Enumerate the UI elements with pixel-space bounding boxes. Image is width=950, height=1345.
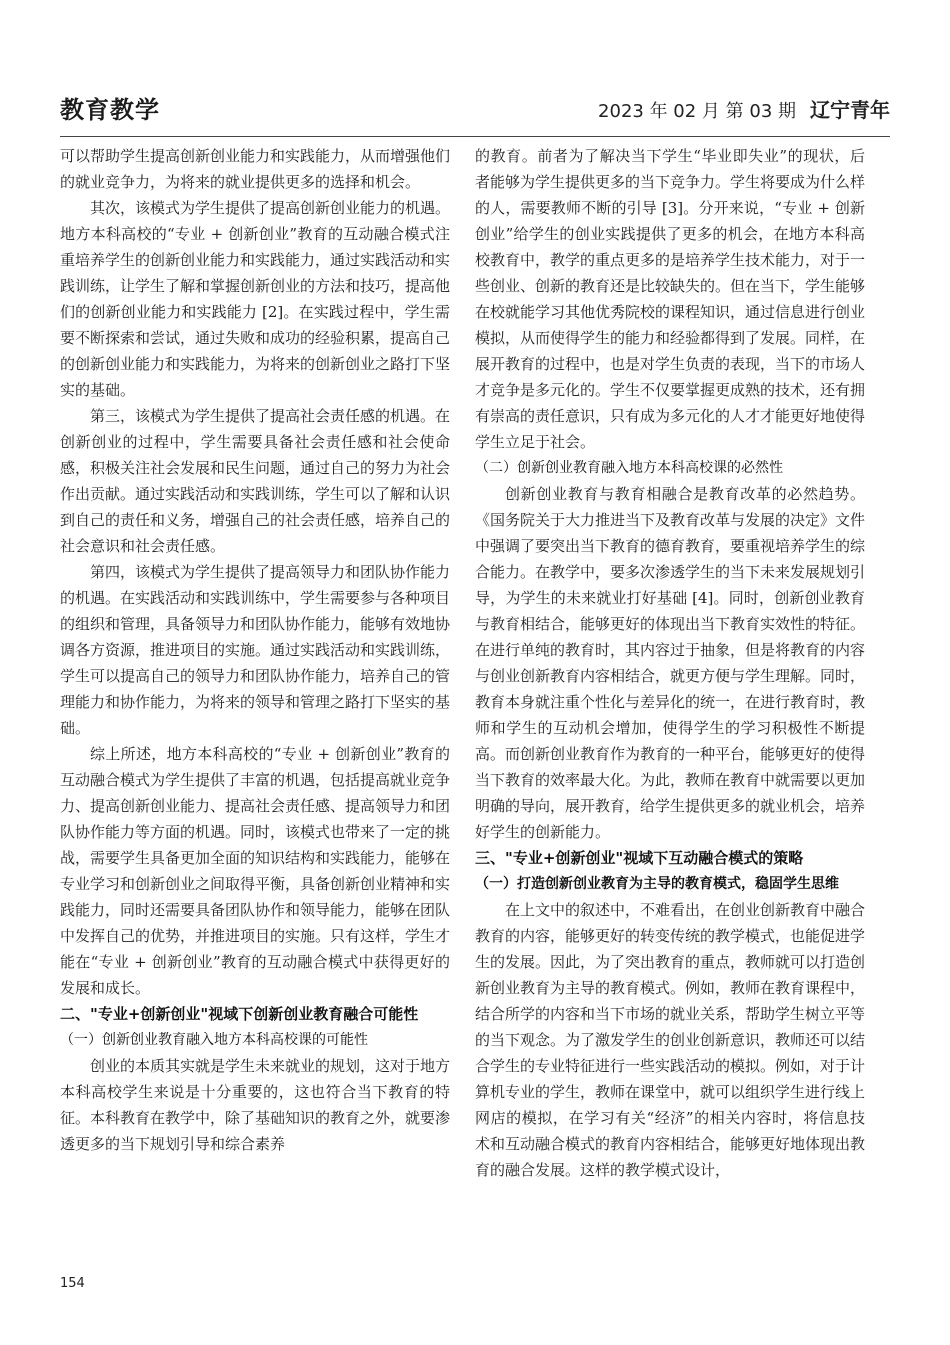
header-rule bbox=[60, 136, 890, 137]
left-paragraph-2: 其次，该模式为学生提供了提高创新创业能力的机遇。地方本科高校的“专业 + 创新创业”教育的互动融合模式注重培养学生的创新创业能力和实践能力，通过实践活动和实践训练，让学生了解和掌握创新创业的方法和技巧，提高他们的创新创业能力和实践能力 [2]。在实践过程中，学生需要不断探索和尝试，通过失败和成功的经验积累，提高自己的创新创业能力和实践能力，为将来的创新创业之路打下坚实的基础。 bbox=[60, 199, 451, 399]
subsection-heading-3-1: （一）打造创新创业教育为主导的教育模式，稳固学生思维 bbox=[475, 876, 839, 892]
left-paragraph-3: 第三，该模式为学生提供了提高社会责任感的机遇。在创新创业的过程中，学生需要具备社会责任感和社会使命感，积极关注社会发展和民生问题，通过自己的努力为社会作出贡献。通过实践活动和实践训练，学生可以了解和认识到自己的责任和义务，增强自己的社会责任感，培养自己的社会意识和社会责任感。 bbox=[60, 407, 451, 555]
section-heading-3: 三、"专业+创新创业"视域下互动融合模式的策略 bbox=[475, 849, 804, 867]
journal-name: 辽宁青年 bbox=[810, 98, 890, 122]
left-column bbox=[60, 143, 450, 1157]
section-title: 教育教学 bbox=[60, 96, 160, 124]
subsection-heading-2-1: （一）创新创业教育融入地方本科高校课的可能性 bbox=[60, 1032, 368, 1048]
page-header bbox=[60, 88, 890, 128]
left-paragraph-5: 综上所述，地方本科高校的“专业 + 创新创业”教育的互动融合模式为学生提供了丰富的机遇，包括提高就业竞争力、提高创新创业能力、提高社会责任感、提高领导力和团队协作能力等方面的机遇。同时，该模式也带来了一定的挑战，需要学生具备更加全面的知识结构和实践能力，能够在专业学习和创新创业之间取得平衡，具备创新创业精神和实践能力，同时还需要具备团队协作和领导能力，能够在团队中发挥自己的优势，并推进项目的实施。只有这样，学生才能在“专业 + 创新创业”教育的互动融合模式中获得更好的发展和成长。 bbox=[60, 745, 451, 997]
left-paragraph-1: 可以帮助学生提高创新创业能力和实践能力，从而增强他们的就业竞争力，为将来的就业提供更多的选择和机会。 bbox=[60, 147, 451, 191]
left-paragraph-4: 第四，该模式为学生提供了提高领导力和团队协作能力的机遇。在实践活动和实践训练中，学生需要参与各种项目的组织和管理，具备领导力和团队协作能力，能够有效地协调各方资源，推进项目的实施。通过实践活动和实践训练，学生可以提高自己的领导力和团队协作能力，培养自己的管理能力和协作能力，为将来的领导和管理之路打下坚实的基础。 bbox=[60, 563, 451, 737]
issue-date: 2023 年 02 月 第 03 期 bbox=[598, 101, 796, 122]
page-number: 154 bbox=[60, 1276, 85, 1291]
left-paragraph-6: 创业的本质其实就是学生未来就业的规划，这对于地方本科高校学生来说是十分重要的，这也符合当下教育的特征。本科教育在教学中，除了基础知识的教育之外，就要渗透更多的当下规划引导和综合素养 bbox=[60, 1057, 451, 1153]
subsection-heading-2-2: （二）创新创业教育融入地方本科高校课的必然性 bbox=[475, 460, 783, 476]
issue-info bbox=[598, 94, 890, 123]
section-heading-2: 二、"专业+创新创业"视域下创新创业教育融合可能性 bbox=[60, 1005, 419, 1023]
right-paragraph-2: 创新创业教育与教育相融合是教育改革的必然趋势。《国务院关于大力推进当下及教育改革与发展的决定》文件中强调了要突出当下教育的德育教育，要重视培养学生的综合能力。在教学中，要多次渗透学生的当下未来发展规划引导，为学生的未来就业打好基础 [4]。同时，创新创业教育与教育相结合，能够更好的体现出当下教育实效性的特征。在进行单纯的教育时，其内容过于抽象，但是将教育的内容与创业创新教育内容相结合，就更方便与学生理解。同时，教育本身就注重个性化与差异化的统一，在进行教育时，教师和学生的互动机会增加，使得学生的学习积极性不断提高。而创新创业教育作为教育的一种平台，能够更好的使得当下教育的效率最大化。为此，教师在教育中就需要以更加明确的导向，展开教育，给学生提供更多的就业机会，培养好学生的创新能力。 bbox=[475, 485, 866, 841]
right-paragraph-1: 的教育。前者为了解决当下学生“毕业即失业”的现状，后者能够为学生提供更多的当下竞争力。学生将要成为什么样的人，需要教师不断的引导 [3]。分开来说，“专业 + 创新创业”给学生的创业实践提供了更多的机会，在地方本科高校教育中，教学的重点更多的是培养学生技术能力，对于一些创业、创新的教育还是比较缺失的。但在当下，学生能够在校就能学习其他优秀院校的课程知识，通过信息进行创业模拟，从而使得学生的能力和经验都得到了发展。同样，在展开教育的过程中，也是对学生负责的表现，当下的市场人才竞争是多元化的。学生不仅要掌握更成熟的技术，还有拥有崇高的责任意识，只有成为多元化的人才才能更好地使得学生立足于社会。 bbox=[475, 147, 866, 451]
right-column bbox=[475, 143, 865, 1183]
right-paragraph-3: 在上文中的叙述中，不难看出，在创业创新教育中融合教育的内容，能够更好的转变传统的教学模式，也能促进学生的发展。因此，为了突出教育的重点，教师就可以打造创新创业教育为主导的教育模式。例如，教师在教育课程中，结合所学的内容和当下市场的就业关系，帮助学生树立平等的当下观念。为了激发学生的创业创新意识，教师还可以结合学生的专业特征进行一些实践活动的模拟。例如，对于计算机专业的学生，教师在课堂中，就可以组织学生进行线上网店的模拟，在学习有关“经济”的相关内容时，将信息技术和互动融合模式的教育内容相结合，能够更好地体现出教育的融合发展。这样的教学模式设计， bbox=[475, 901, 866, 1179]
